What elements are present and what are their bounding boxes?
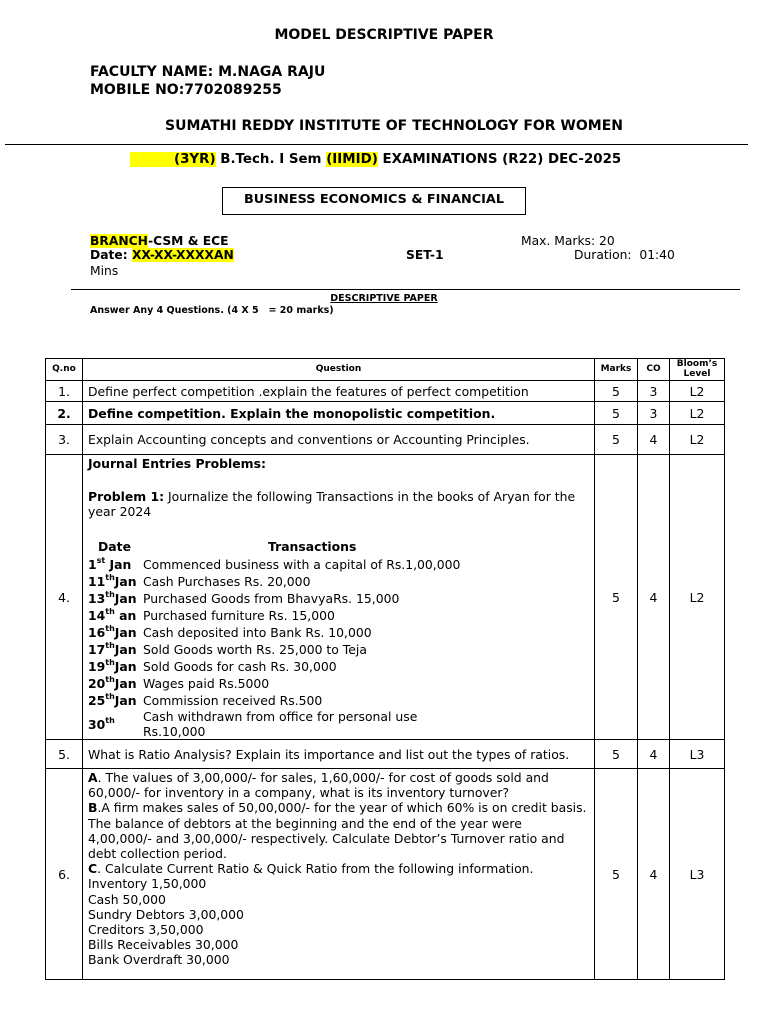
table-row: [46, 402, 725, 425]
transaction-row: [88, 573, 589, 590]
transaction-text: Cash Purchases Rs. 20,000: [143, 574, 311, 589]
transaction-day: 14: [88, 608, 106, 623]
question-number: 2.: [46, 402, 83, 425]
date-label: Date:: [90, 248, 132, 262]
transaction-date: [88, 590, 143, 607]
question-marks: 5: [595, 769, 638, 980]
question-level: L3: [670, 769, 725, 980]
transaction-date: [88, 607, 143, 624]
duration: Duration: 01:40: [574, 248, 675, 262]
exam-year: (3YR): [130, 152, 216, 167]
transaction-text: Wages paid Rs.5000: [143, 676, 270, 691]
question-co: 4: [638, 769, 670, 980]
transaction-date: [88, 641, 143, 658]
transaction-text: Purchased furniture Rs. 15,000: [143, 608, 335, 623]
question-text: Define competition. Explain the monopolistic competition.: [83, 402, 595, 425]
table-row: [46, 769, 725, 980]
question-number: 4.: [46, 455, 83, 740]
transaction-row: [88, 675, 589, 692]
transaction-month: Jan: [114, 591, 137, 606]
table-row: [46, 455, 725, 740]
instructions: Answer Any 4 Questions. (4 X 5 = 20 marks): [90, 305, 334, 316]
balance-item: Bank Overdraft 30,000: [88, 952, 230, 968]
transaction-month: an: [114, 608, 137, 623]
exam-mid-term: (IIMID): [326, 152, 378, 167]
transaction-month: Jan: [114, 659, 137, 674]
transaction-date: [88, 624, 143, 641]
question-level: L2: [670, 402, 725, 425]
question-marks: 5: [595, 402, 638, 425]
paper-title: MODEL DESCRIPTIVE PAPER: [274, 27, 494, 43]
exam-program: B.Tech. I Sem: [215, 152, 327, 167]
question-level: L2: [670, 455, 725, 740]
part-b: [88, 800, 589, 861]
transaction-day: 30: [88, 716, 106, 732]
transaction-list: [88, 556, 589, 739]
balance-items: [88, 876, 589, 967]
set-label: SET-1: [406, 248, 444, 262]
transaction-date: [88, 658, 143, 675]
transaction-text: Sold Goods for cash Rs. 30,000: [143, 659, 337, 674]
transaction-day-suffix: th: [105, 658, 115, 667]
max-marks: Max. Marks: 20: [521, 234, 615, 248]
transaction-day: 20: [88, 676, 106, 691]
transaction-day-suffix: st: [96, 556, 106, 565]
transaction-day-suffix: th: [105, 692, 115, 701]
transaction-month: Jan: [114, 642, 137, 657]
question-text: What is Ratio Analysis? Explain its importance and list out the types of ratios.: [83, 740, 595, 769]
header-qno: Q.no: [46, 359, 83, 381]
transaction-text: Commission received Rs.500: [143, 693, 323, 708]
transaction-date: [88, 716, 143, 733]
table-row: [46, 425, 725, 455]
mobile-number: MOBILE NO:7702089255: [90, 82, 282, 98]
question-text: Explain Accounting concepts and conventions or Accounting Principles.: [83, 425, 595, 455]
faculty-name: FACULTY NAME: M.NAGA RAJU: [90, 64, 326, 80]
question-number: 5.: [46, 740, 83, 769]
meta-divider: [71, 289, 740, 290]
transaction-date: [88, 573, 143, 590]
question-co: 4: [638, 455, 670, 740]
question-marks: 5: [595, 455, 638, 740]
part-b-label: B: [88, 800, 98, 816]
transaction-date: [88, 692, 143, 709]
transaction-row: [88, 590, 589, 607]
transaction-day: 19: [88, 659, 106, 674]
date-value: XX-XX-XXXXAN: [131, 248, 234, 262]
transactions-column-header: Transactions: [268, 539, 357, 554]
branch-line: [90, 234, 229, 248]
part-c-label: C: [88, 861, 98, 877]
subject-box: [222, 187, 526, 215]
transaction-day-suffix: th: [105, 590, 115, 599]
part-b-text: .A firm makes sales of 50,00,000/- for the year of which 60% is on credit basis. The balance of debtors at the beginning and the end of the year were 4,00,000/- and 3,00,000/- respectively. Calculate Debtor’s Turnover ratio and debt collection period.: [88, 800, 587, 862]
question-co: 3: [638, 381, 670, 402]
question-marks: 5: [595, 381, 638, 402]
transaction-day: 1: [88, 557, 97, 572]
date-line: [90, 248, 234, 262]
question-number: 1.: [46, 381, 83, 402]
date-column-header: Date: [98, 539, 131, 554]
balance-item: Bills Receivables 30,000: [88, 937, 239, 953]
question-level: L2: [670, 425, 725, 455]
part-a-text: . The values of 3,00,000/- for sales, 1,60,000/- for cost of goods sold and 60,000/- for inventory in a company, what is its inventory turnover?: [88, 770, 549, 801]
question-number: 3.: [46, 425, 83, 455]
part-a-label: A: [88, 770, 98, 785]
transaction-text: Commenced business with a capital of Rs.1,00,000: [143, 557, 461, 572]
section-title: DESCRIPTIVE PAPER: [330, 293, 438, 304]
transaction-month: Jan: [114, 625, 137, 640]
transaction-day: 13: [88, 591, 106, 606]
transaction-row: [88, 641, 589, 658]
transaction-text: Cash deposited into Bank Rs. 10,000: [143, 625, 372, 640]
header-divider: [5, 144, 748, 145]
question-co: 4: [638, 740, 670, 769]
transaction-row: [88, 709, 589, 739]
transaction-day: 17: [88, 642, 106, 657]
journal-heading: Journal Entries Problems:: [88, 456, 266, 471]
question-content: [83, 455, 595, 740]
institute-name: SUMATHI REDDY INSTITUTE OF TECHNOLOGY FOR WOMEN: [165, 118, 623, 134]
transaction-row: [88, 692, 589, 709]
transaction-text: Sold Goods worth Rs. 25,000 to Teja: [143, 642, 367, 657]
branch-value: -CSM & ECE: [147, 234, 229, 248]
question-co: 4: [638, 425, 670, 455]
header-marks: Marks: [595, 359, 638, 381]
transaction-text: Purchased Goods from BhavyaRs. 15,000: [143, 591, 400, 606]
part-c: [88, 861, 589, 876]
transaction-day: 16: [88, 625, 106, 640]
header-co: CO: [638, 359, 670, 381]
transaction-row: [88, 607, 589, 624]
transaction-day-suffix: th: [105, 641, 115, 650]
transaction-date: [88, 675, 143, 692]
transaction-day-suffix: th: [105, 715, 115, 725]
transaction-day-suffix: th: [105, 675, 115, 684]
exam-session: EXAMINATIONS (R22) DEC-2025: [377, 152, 622, 167]
transaction-date: [88, 556, 143, 573]
problem-statement: [88, 489, 589, 519]
table-row: [46, 381, 725, 402]
balance-item: Creditors 3,50,000: [88, 922, 204, 938]
part-a: [88, 770, 589, 800]
table-row: [46, 740, 725, 769]
problem-text: Journalize the following Transactions in the books of Aryan for the year 2024: [88, 489, 576, 519]
question-co: 3: [638, 402, 670, 425]
mins-label: Mins: [90, 264, 119, 278]
transaction-month: Jan: [114, 574, 137, 589]
balance-item: Cash 50,000: [88, 891, 166, 907]
transaction-row: [88, 556, 589, 573]
question-text: Define perfect competition .explain the features of perfect competition: [83, 381, 595, 402]
question-level: L3: [670, 740, 725, 769]
question-table: [45, 358, 725, 980]
transaction-day-suffix: th: [105, 607, 115, 616]
transaction-day-suffix: th: [105, 573, 115, 582]
transaction-month: Jan: [114, 676, 137, 691]
branch-label: BRANCH: [90, 234, 148, 248]
exam-line: [130, 152, 621, 167]
transaction-header: [88, 539, 589, 554]
question-level: L2: [670, 381, 725, 402]
question-marks: 5: [595, 425, 638, 455]
problem-label: Problem 1:: [88, 489, 165, 504]
transaction-day-suffix: th: [105, 624, 115, 633]
table-header-row: [46, 359, 725, 381]
part-c-text: . Calculate Current Ratio & Quick Ratio from the following information.: [97, 861, 534, 877]
transaction-row: [88, 624, 589, 641]
subject-name: BUSINESS ECONOMICS & FINANCIAL: [244, 192, 504, 207]
balance-item: Inventory 1,50,000: [88, 876, 207, 892]
question-marks: 5: [595, 740, 638, 769]
question-number: 6.: [46, 769, 83, 980]
transaction-text: Cash withdrawn from office for personal use Rs.10,000: [143, 709, 418, 739]
transaction-day: 25: [88, 693, 106, 708]
question-content: [83, 769, 595, 980]
balance-item: Sundry Debtors 3,00,000: [88, 906, 244, 922]
transaction-month: Jan: [105, 557, 132, 572]
header-blooms-level: Bloom’s Level: [670, 359, 725, 381]
transaction-day: 11: [88, 574, 106, 589]
transaction-month: Jan: [114, 693, 137, 708]
header-question: Question: [83, 359, 595, 381]
transaction-row: [88, 658, 589, 675]
